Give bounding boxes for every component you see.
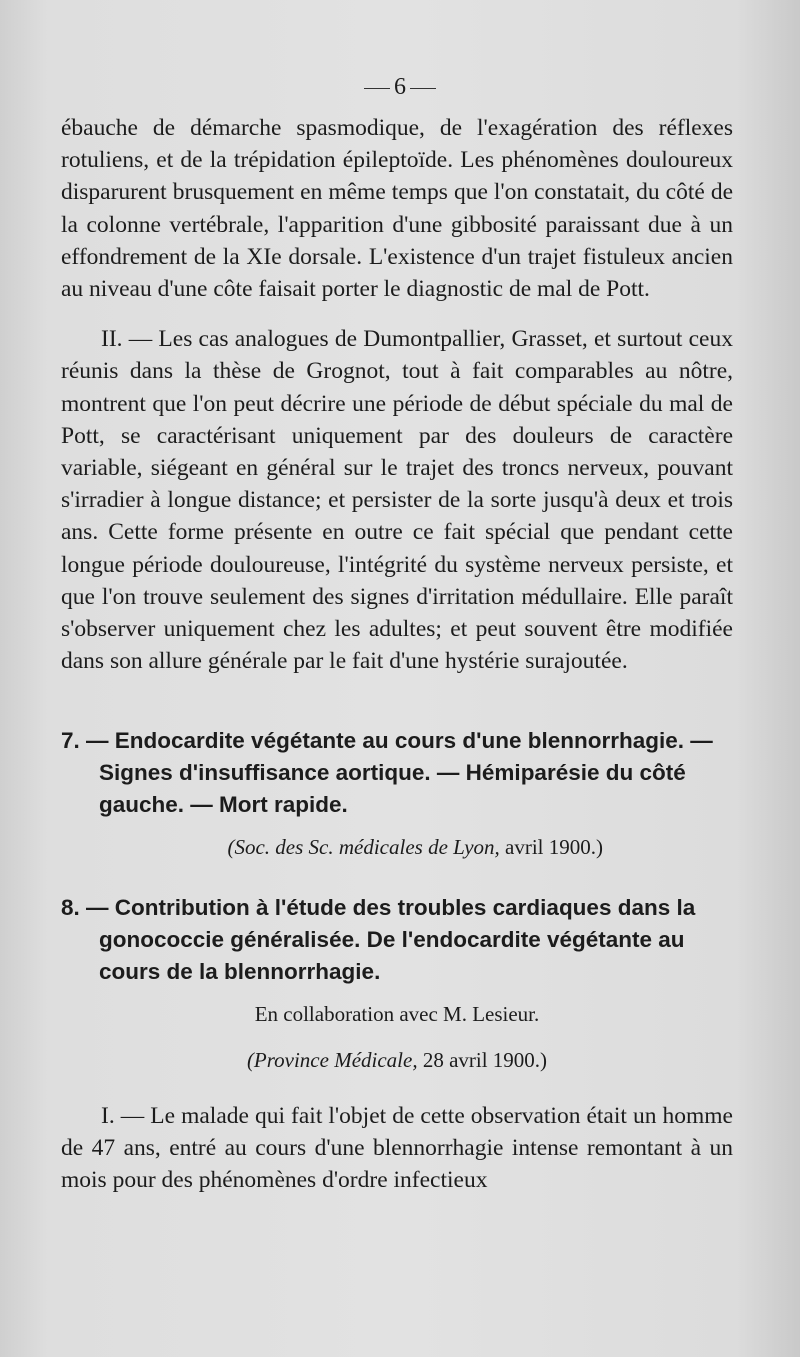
entry-7-source (61, 831, 733, 863)
entry-8-collaboration: En collaboration avec M. Lesieur. (254, 1001, 540, 1026)
entry-8-date: 28 avril 1900.) (422, 1047, 548, 1072)
entry-8-source (61, 1044, 733, 1076)
entry-7 (61, 725, 733, 863)
entry-7-title: — Endocardite végétante au cours d'une blennorrhagie. — Signes d'insuffisance aortique. — Hémiparésie du côté gauche. — Mort rapide. (86, 728, 713, 818)
paragraph-1: ébauche de démarche spasmodique, de l'exagération des réflexes rotuliens, et de la trépidation épileptoïde. Les phénomènes douloureux disparurent brusquement en même temps que l'on constatait, du côté de la colonne vertébrale, l'apparition d'une gibbosité paraissant due à un effondrement de la XIe dorsale. L'existence d'un trajet fistuleux ancien au niveau d'une côte faisait porter le diagnostic de mal de Pott. (61, 115, 733, 303)
page-number (0, 74, 800, 101)
page-body (61, 112, 733, 1197)
entry-7-heading (61, 725, 733, 821)
entry-8-title: — Contribution à l'étude des troubles cardiaques dans la gonococcie généralisée. De l'endocardite végétante au cours de la blennorrhagie. (86, 894, 696, 984)
entry-8-heading (61, 892, 733, 988)
entry-7-number: 7. (61, 728, 80, 754)
paragraph-2: II. — Les cas analogues de Dumontpallier, Grasset, et surtout ceux réunis dans la thèse de Grognot, tout à fait comparables au nôtre, montrent que l'on peut décrire une période de début spéciale du mal de Pott, se caractérisant uniquement par des douleurs de caractère variable, siégeant en général sur le trajet des troncs nerveux, pouvant s'irradier à longue distance; et persister de la sorte jusqu'à deux et trois ans. Cette forme présente en outre ce fait spécial que pendant cette longue période douloureuse, l'intégrité du système nerveux persiste, et que l'on trouve seulement des signes d'irritation médullaire. Elle paraît s'observer uniquement chez les adultes; et peut souvent être modifiée dans son allure générale par le fait d'une hystérie surajoutée. (61, 326, 733, 675)
paragraph-3: I. — Le malade qui fait l'objet de cette observation était un homme de 47 ans, entré au cours d'une blennorrhagie intense remontant à un mois pour des phénomènes d'ordre infectieux (61, 1103, 733, 1194)
entry-7-date: avril 1900.) (505, 835, 603, 860)
page-number-text: 6 (394, 74, 406, 100)
entry-8 (61, 892, 733, 1076)
folio-dash-right (410, 88, 436, 89)
folio-dash-left (364, 88, 390, 89)
entry-8-journal: (Province Médicale, (246, 1047, 418, 1072)
entry-7-journal: (Soc. des Sc. médicales de Lyon, (227, 835, 500, 860)
entry-8-number: 8. (61, 894, 80, 920)
